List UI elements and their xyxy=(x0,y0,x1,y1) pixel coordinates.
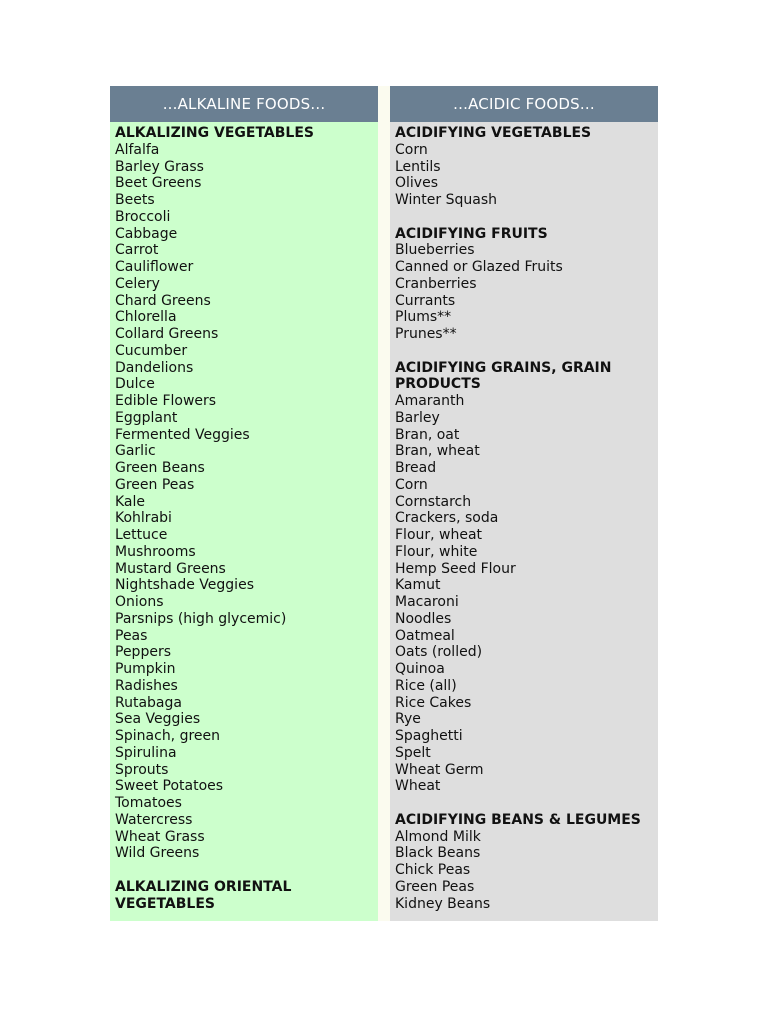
list-item: Lettuce xyxy=(115,527,168,543)
list-item: Carrot xyxy=(115,242,159,259)
list-item: Plums** xyxy=(395,309,452,326)
list-item: Beets xyxy=(115,192,155,208)
list-item: Barley Grass xyxy=(115,158,204,175)
alkaline-list xyxy=(110,122,378,921)
list-item: Wheat Grass xyxy=(115,828,205,845)
list-item: Hemp Seed Flour xyxy=(395,560,516,577)
list-item: Green Peas xyxy=(395,878,475,895)
alkaline-column xyxy=(110,86,378,921)
list-item: Peas xyxy=(115,627,148,644)
list-item: Chick Peas xyxy=(395,862,471,878)
list-item: Peppers xyxy=(115,644,171,661)
list-item: Chlorella xyxy=(115,309,177,326)
list-item: Flour, white xyxy=(395,543,478,560)
section-title: ALKALIZING ORIENTAL VEGETABLES xyxy=(115,878,292,912)
list-item: Celery xyxy=(115,275,160,292)
list-item: Winter Squash xyxy=(395,192,497,208)
list-item: Chard Greens xyxy=(115,292,211,309)
list-item: Spelt xyxy=(395,744,431,761)
section-title: ACIDIFYING VEGETABLES xyxy=(395,125,592,141)
list-item: Bran, oat xyxy=(395,426,460,443)
acidic-section xyxy=(395,125,653,209)
alkaline-header: ...ALKALINE FOODS... xyxy=(110,86,378,122)
list-item: Amaranth xyxy=(395,393,465,409)
list-item: Sweet Potatoes xyxy=(115,778,224,795)
list-item: Green Beans xyxy=(115,460,205,476)
acidic-section xyxy=(395,226,653,343)
list-item: Watercress xyxy=(115,811,193,828)
list-item: Flour, wheat xyxy=(395,527,483,543)
list-item: Oats (rolled) xyxy=(395,644,483,661)
list-item: Fermented Veggies xyxy=(115,426,250,443)
list-item: Sea Veggies xyxy=(115,711,201,728)
list-item: Kidney Beans xyxy=(395,895,491,912)
list-item: Green Peas xyxy=(115,476,195,493)
list-item: Collard Greens xyxy=(115,326,219,342)
list-item: Pumpkin xyxy=(115,661,176,677)
list-item: Radishes xyxy=(115,677,178,694)
list-item: Almond Milk xyxy=(395,828,481,845)
list-item: Wheat Germ xyxy=(395,761,484,778)
list-item: Rye xyxy=(395,711,421,728)
acidic-section xyxy=(395,360,653,796)
list-item: Canned or Glazed Fruits xyxy=(395,259,563,275)
list-item: Noodles xyxy=(395,610,452,627)
list-item: Dandelions xyxy=(115,359,194,376)
list-item: Cranberries xyxy=(395,275,477,292)
list-item: Macaroni xyxy=(395,594,459,610)
section-title: ACIDIFYING FRUITS xyxy=(395,225,548,242)
list-item: Wild Greens xyxy=(115,845,200,862)
list-item: Cornstarch xyxy=(395,493,472,510)
acidic-section xyxy=(395,812,653,913)
acidic-header: ...ACIDIC FOODS... xyxy=(390,86,658,122)
list-item: Tomatoes xyxy=(115,795,182,811)
list-item: Barley xyxy=(395,409,440,426)
list-item: Nightshade Veggies xyxy=(115,577,254,594)
list-item: Kale xyxy=(115,493,146,510)
list-item: Black Beans xyxy=(395,845,481,862)
list-item: Currants xyxy=(395,292,456,309)
list-item: Onions xyxy=(115,594,164,610)
list-item: Rutabaga xyxy=(115,694,182,711)
list-item: Rice (all) xyxy=(395,677,457,694)
list-item: Prunes** xyxy=(395,326,457,342)
list-item: Rice Cakes xyxy=(395,694,472,711)
list-item: Olives xyxy=(395,175,438,192)
section-title: ACIDIFYING GRAINS, GRAIN PRODUCTS xyxy=(395,359,612,393)
list-item: Beet Greens xyxy=(115,175,202,192)
list-item: Corn xyxy=(395,141,428,158)
list-item: Sprouts xyxy=(115,761,169,778)
list-item: Blueberries xyxy=(395,242,475,259)
list-item: Quinoa xyxy=(395,661,445,677)
acidic-list xyxy=(390,122,658,921)
list-item: Mustard Greens xyxy=(115,560,226,577)
list-item: Wheat xyxy=(395,778,441,795)
list-item: Alfalfa xyxy=(115,141,160,158)
list-item: Broccoli xyxy=(115,208,171,225)
list-item: Edible Flowers xyxy=(115,393,217,409)
list-item: Kohlrabi xyxy=(115,510,172,527)
list-item: Corn xyxy=(395,476,428,493)
section-title: ALKALIZING VEGETABLES xyxy=(115,125,315,141)
list-item: Spinach, green xyxy=(115,728,221,744)
list-item: Lentils xyxy=(395,158,441,175)
list-item: Bread xyxy=(395,460,437,476)
list-item: Crackers, soda xyxy=(395,510,499,527)
section-title: ACIDIFYING BEANS & LEGUMES xyxy=(395,811,641,828)
list-item: Dulce xyxy=(115,376,155,393)
list-item: Cauliflower xyxy=(115,259,194,275)
list-item: Spirulina xyxy=(115,744,177,761)
list-item: Eggplant xyxy=(115,409,178,426)
acidic-column xyxy=(390,86,658,921)
list-item: Cabbage xyxy=(115,225,178,242)
list-item: Mushrooms xyxy=(115,543,196,560)
list-item: Kamut xyxy=(395,577,441,594)
list-item: Bran, wheat xyxy=(395,443,480,460)
list-item: Cucumber xyxy=(115,342,188,359)
column-gutter xyxy=(378,86,390,921)
list-item: Spaghetti xyxy=(395,728,463,744)
list-item: Garlic xyxy=(115,443,156,460)
list-item: Oatmeal xyxy=(395,627,455,644)
alkaline-section xyxy=(115,879,373,913)
list-item: Parsnips (high glycemic) xyxy=(115,610,287,627)
alkaline-section xyxy=(115,125,373,862)
